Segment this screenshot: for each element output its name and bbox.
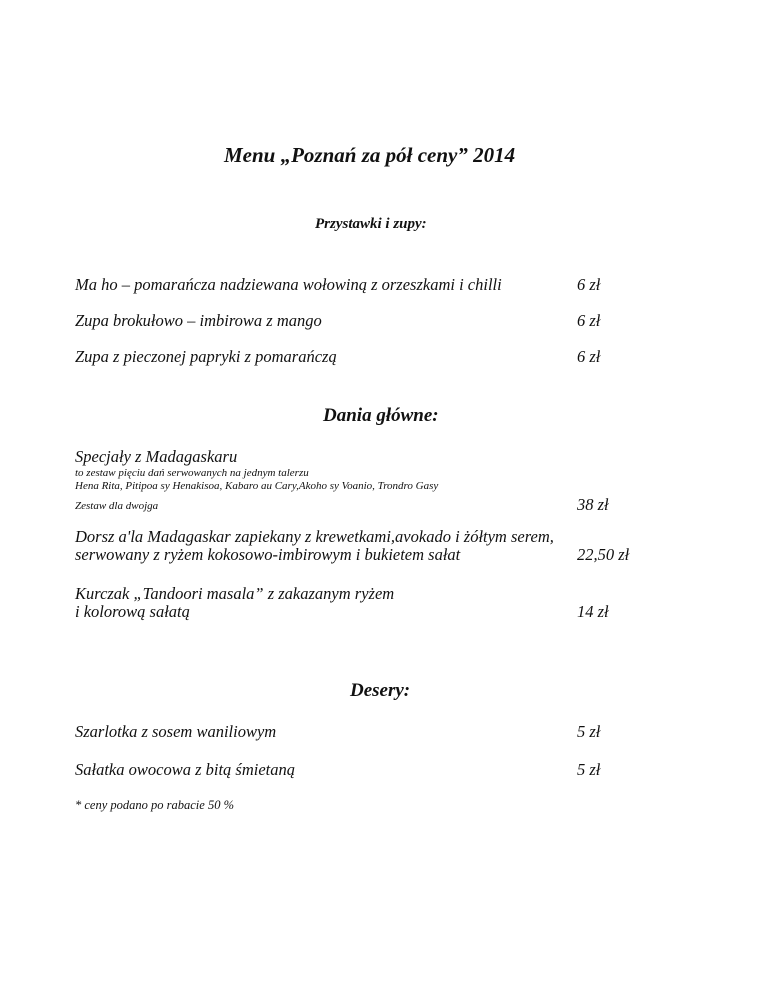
dessert-item-1: Szarlotka z sosem waniliowym [75, 722, 277, 741]
dorsz-price: 22,50 zł [577, 545, 630, 564]
dorsz-line-2: serwowany z ryżem kokosowo-imbirowym i bukietem sałat [75, 545, 461, 564]
dorsz-line-1: Dorsz a'la Madagaskar zapiekany z krewetkami,avokado i żółtym serem, [75, 527, 554, 546]
specials-desc-2: Hena Rita, Pitipoa sy Henakisoa, Kabaro au Cary,Akoho sy Voanio, Trondro Gasy [75, 480, 439, 492]
kurczak-line-2: i kolorową sałatą [75, 602, 190, 621]
starter-price-3: 6 zł [577, 347, 601, 366]
specials-desc-3: Zestaw dla dwojga [75, 500, 159, 512]
desserts-heading: Desery: [350, 680, 411, 701]
dessert-price-2: 5 zł [577, 760, 601, 779]
specials-price: 38 zł [577, 495, 609, 514]
footnote: * ceny podano po rabacie 50 % [75, 798, 234, 812]
menu-title: Menu „Poznań za pół ceny” 2014 [224, 143, 516, 167]
specials-name: Specjały z Madagaskaru [75, 447, 238, 466]
specials-desc-1: to zestaw pięciu dań serwowanych na jednym talerzu [75, 467, 309, 479]
starter-item-2: Zupa brokułowo – imbirowa z mango [75, 311, 322, 330]
starter-item-3: Zupa z pieczonej papryki z pomarańczą [75, 347, 337, 366]
mains-heading: Dania główne: [323, 405, 439, 426]
kurczak-price: 14 zł [577, 602, 609, 621]
starter-price-1: 6 zł [577, 275, 601, 294]
starter-price-2: 6 zł [577, 311, 601, 330]
starter-item-1: Ma ho – pomarańcza nadziewana wołowiną z orzeszkami i chilli [75, 275, 502, 294]
dessert-item-2: Sałatka owocowa z bitą śmietaną [75, 760, 295, 779]
dessert-price-1: 5 zł [577, 722, 601, 741]
kurczak-line-1: Kurczak „Tandoori masala” z zakazanym ryżem [75, 584, 395, 603]
starters-heading: Przystawki i zupy: [315, 216, 427, 232]
